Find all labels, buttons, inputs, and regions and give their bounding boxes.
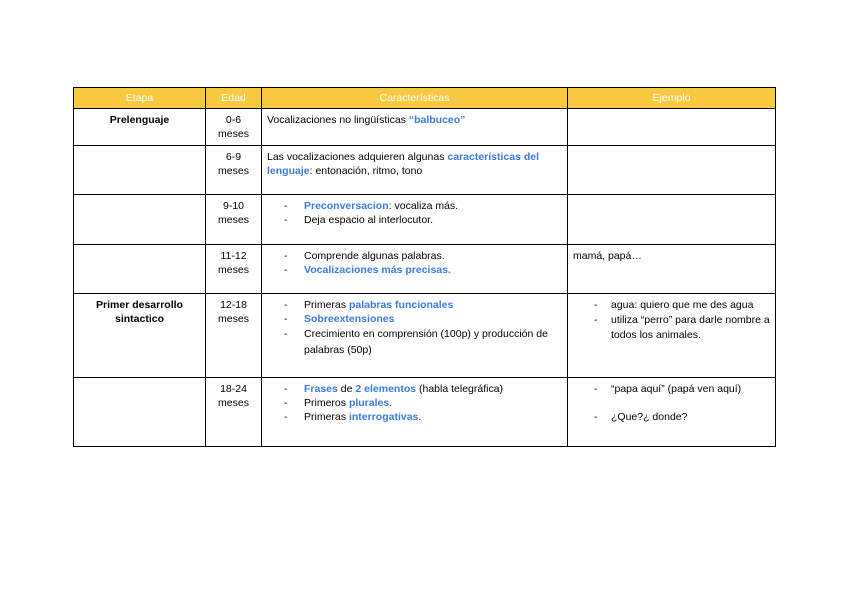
example-cell [568,294,776,378]
header-example: Ejemplo [568,88,776,109]
characteristics-cell [262,378,568,447]
age-cell: 12-18 meses [206,294,262,378]
example-item: - agua: quiero que me des agua [573,298,770,313]
table-row [74,109,776,146]
list-item: - Primeros plurales. [267,396,562,410]
age-cell: 0-6 meses [206,109,262,146]
example-cell [568,378,776,447]
list-item: - Primeras interrogativas. [267,410,562,424]
list-item: - Crecimiento en comprensión (100p) y producción de palabras (50p) [267,326,562,358]
list-item: - Frases de 2 elementos (habla telegráfica) [267,382,562,396]
example-cell [568,195,776,245]
list-item: - Deja espacio al interlocutor. [267,213,562,227]
characteristics-cell [262,245,568,294]
age-cell: 18-24 meses [206,378,262,447]
list-item: - Primeras palabras funcionales [267,298,562,312]
example-cell [568,109,776,146]
list-item: - Comprende algunas palabras. [267,249,562,263]
header-characteristics: Características [262,88,568,109]
table-row [74,146,776,195]
characteristics-cell [262,294,568,378]
list-spacer [573,396,770,410]
list-item: - Preconversacion: vocaliza más. [267,199,562,213]
table-row [74,195,776,245]
stage-cell: Prelenguaje [74,109,206,146]
list-item: - Sobreextensiones [267,312,562,326]
stage-cell [74,195,206,245]
characteristics-cell [262,195,568,245]
stage-cell: Primer desarrollo sintactico [74,294,206,378]
stage-cell [74,378,206,447]
table-row [74,294,776,378]
table-row [74,245,776,294]
age-cell: 11-12 meses [206,245,262,294]
example-item: - utiliza “perro” para darle nombre a todos los animales. [573,313,770,343]
list-item: - Vocalizaciones más precisas. [267,263,562,277]
characteristics-cell: Vocalizaciones no lingüísticas “balbuceo” [262,109,568,146]
age-cell: 6-9 meses [206,146,262,195]
table-row [74,378,776,447]
age-cell: 9-10 meses [206,195,262,245]
header-stage: Etapa [74,88,206,109]
example-cell: mamá, papá… [568,245,776,294]
characteristics-cell: Las vocalizaciones adquieren algunas características del lenguaje: entonación, ritmo, tono [262,146,568,195]
example-item: - “papa aquí” (papá ven aquí) [573,382,770,396]
example-cell [568,146,776,195]
development-table [73,87,776,447]
header-age: Edad [206,88,262,109]
stage-cell [74,146,206,195]
stage-cell [74,245,206,294]
example-item: - ¿Que?¿ donde? [573,410,770,424]
header-row [74,88,776,109]
